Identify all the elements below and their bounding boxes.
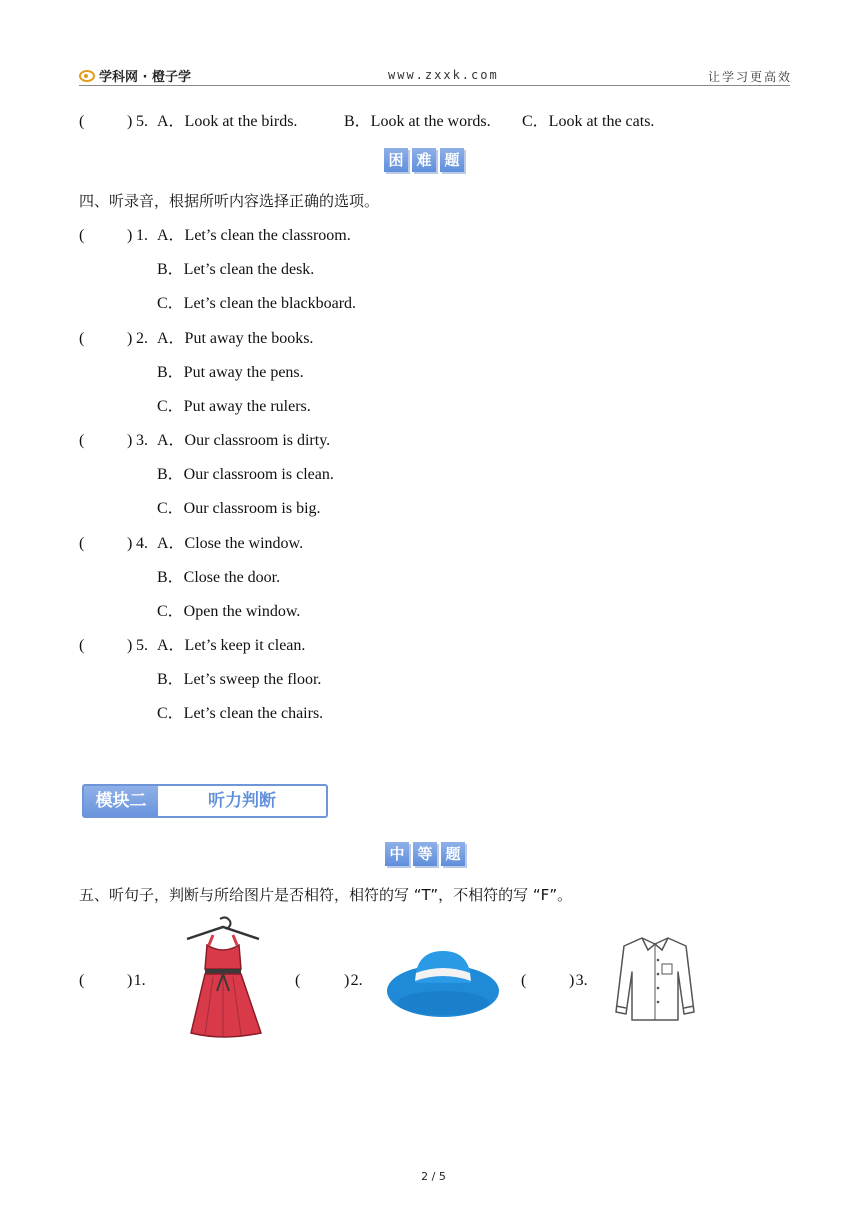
page-number: 2 / 5: [421, 1170, 446, 1183]
option-b: B．Our classroom is clean.: [157, 466, 334, 483]
option-a: A．Put away the books.: [157, 330, 314, 347]
module-tag: 模块二: [84, 786, 158, 816]
badge-char: 难: [412, 148, 436, 172]
answer-paren: (: [521, 972, 527, 989]
badge-char: 中: [385, 842, 409, 866]
difficulty-badge-hard: [384, 148, 464, 172]
owl-logo-icon: [79, 70, 95, 82]
answer-paren: (: [79, 113, 85, 130]
option-c: C．Let’s clean the chairs.: [157, 705, 324, 722]
logo-text: 学科网 · 橙子学: [99, 70, 191, 85]
answer-paren: (: [79, 227, 85, 244]
section-title: 四、听录音，根据所听内容选择正确的选项。: [79, 192, 380, 210]
option-b: B．Put away the pens.: [157, 364, 304, 381]
question-close-paren: ): [127, 637, 133, 654]
question-number: 5.: [136, 113, 148, 130]
option-c: C．Let’s clean the blackboard.: [157, 295, 357, 312]
question-number: ) 2.: [344, 972, 363, 989]
question-number: 5.: [136, 637, 148, 654]
header-divider: [79, 85, 790, 86]
question-number: 1.: [136, 227, 148, 244]
question-number: 4.: [136, 535, 148, 552]
answer-paren: (: [79, 972, 85, 989]
badge-char: 题: [440, 148, 464, 172]
site-slogan: 让学习更高效: [708, 70, 793, 84]
question-number: 3.: [136, 432, 148, 449]
option-c: C．Our classroom is big.: [157, 500, 321, 517]
section-title: 五、听句子，判断与所给图片是否相符，相符的写 “T”，不相符的写 “F”。: [79, 886, 573, 904]
option-b: B．Let’s clean the desk.: [157, 261, 315, 278]
answer-paren: (: [79, 432, 85, 449]
question-close-paren: ): [127, 227, 133, 244]
difficulty-badge-medium: [385, 842, 465, 866]
option-b: B．Look at the words.: [344, 113, 491, 130]
answer-paren: (: [295, 972, 301, 989]
answer-paren: (: [79, 330, 85, 347]
option-c: C．Put away the rulers.: [157, 398, 311, 415]
module-banner: [82, 784, 328, 818]
option-b: B．Close the door.: [157, 569, 281, 586]
badge-char: 等: [413, 842, 437, 866]
question-number: 2.: [136, 330, 148, 347]
question-close-paren: ): [127, 432, 133, 449]
shirt-icon: [612, 932, 698, 1024]
option-c: C．Look at the cats.: [522, 113, 655, 130]
badge-char: 困: [384, 148, 408, 172]
option-a: A．Our classroom is dirty.: [157, 432, 331, 449]
option-a: A．Look at the birds.: [157, 113, 298, 130]
site-url: www.zxxk.com: [388, 68, 499, 82]
question-number: ) 3.: [569, 972, 588, 989]
option-b: B．Let’s sweep the floor.: [157, 671, 322, 688]
site-logo: [79, 66, 191, 85]
option-a: A．Let’s keep it clean.: [157, 637, 306, 654]
badge-char: 题: [441, 842, 465, 866]
module-title: 听力判断: [208, 791, 276, 811]
dress-icon: [183, 915, 265, 1041]
question-close-paren: ): [127, 535, 133, 552]
hat-icon: [385, 945, 501, 1021]
question-close-paren: ): [127, 330, 133, 347]
question-number: ) 1.: [127, 972, 146, 989]
question-close-paren: ): [127, 113, 133, 130]
answer-paren: (: [79, 637, 85, 654]
answer-paren: (: [79, 535, 85, 552]
option-a: A．Let’s clean the classroom.: [157, 227, 351, 244]
option-c: C．Open the window.: [157, 603, 301, 620]
option-a: A．Close the window.: [157, 535, 304, 552]
